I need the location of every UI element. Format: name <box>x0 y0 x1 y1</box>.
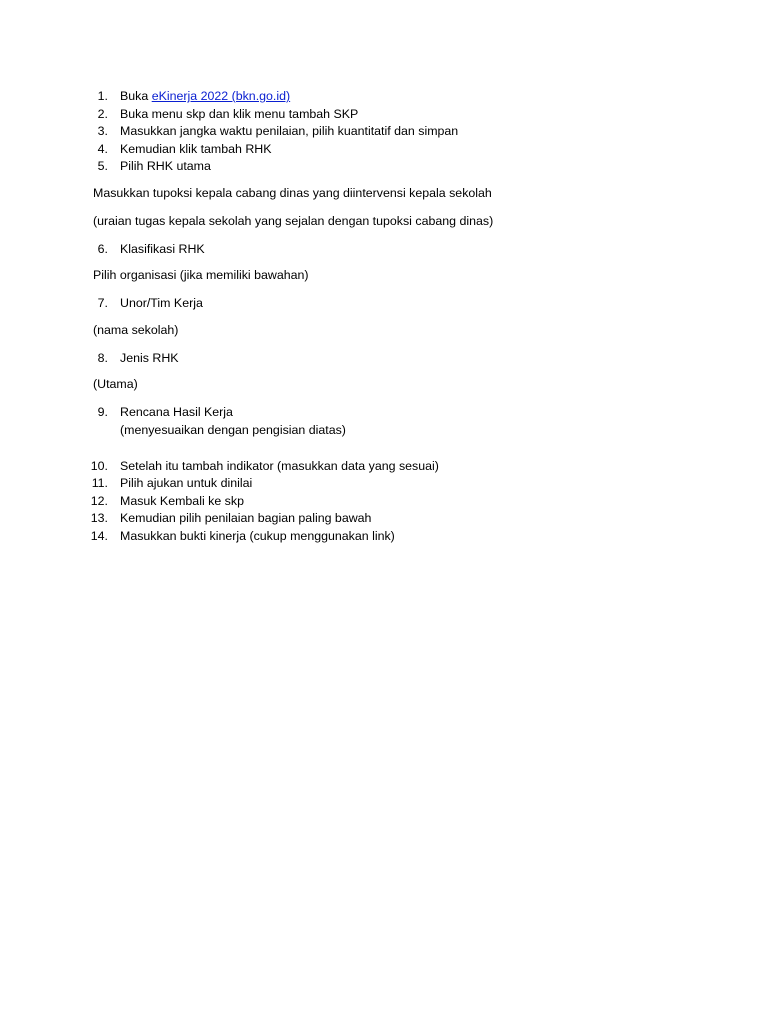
note-paragraph: Masukkan tupoksi kepala cabang dinas yang diintervensi kepala sekolah <box>93 186 492 200</box>
list-subtext: (menyesuaikan dengan pengisian diatas) <box>120 423 346 437</box>
list-text: Pilih RHK utama <box>120 159 211 173</box>
list-number: 11. <box>91 476 108 490</box>
list-number: 12. <box>90 493 108 508</box>
list-text: Jenis RHK <box>120 351 179 365</box>
list-number: 1. <box>97 89 108 103</box>
list-text: Masukkan bukti kinerja (cukup menggunakan link) <box>120 528 395 543</box>
list-number: 4. <box>97 141 108 156</box>
list-text: Unor/Tim Kerja <box>120 296 203 310</box>
list-number: 9. <box>97 405 108 419</box>
note-paragraph: (uraian tugas kepala sekolah yang sejalan dengan tupoksi cabang dinas) <box>93 214 494 228</box>
list-text: Pilih ajukan untuk dinilai <box>120 476 253 490</box>
list-text: Kemudian pilih penilaian bagian paling bawah <box>120 511 372 525</box>
list-text: Buka <box>120 89 152 103</box>
list-number: 6. <box>97 242 108 256</box>
list-text: Klasifikasi RHK <box>120 242 205 256</box>
list-text: Setelah itu tambah indikator (masukkan data yang sesuai) <box>120 459 439 473</box>
list-number: 3. <box>97 124 108 138</box>
list-number: 13. <box>90 511 108 525</box>
list-number: 2. <box>97 106 108 121</box>
list-number: 8. <box>97 351 108 365</box>
list-text: Masuk Kembali ke skp <box>120 493 244 508</box>
list-number: 14. <box>90 528 108 543</box>
list-number: 5. <box>97 159 108 173</box>
list-number: 7. <box>97 296 108 310</box>
list-text: Buka menu skp dan klik menu tambah SKP <box>120 106 359 121</box>
list-number: 10. <box>90 459 108 473</box>
list-text: Rencana Hasil Kerja <box>120 405 233 419</box>
list-text: Kemudian klik tambah RHK <box>120 141 272 156</box>
note-paragraph: (nama sekolah) <box>93 323 179 337</box>
note-paragraph: Pilih organisasi (jika memiliki bawahan) <box>93 268 309 282</box>
note-paragraph: (Utama) <box>93 377 138 391</box>
ekinerja-link[interactable]: eKinerja 2022 (bkn.go.id) <box>151 89 291 103</box>
list-text: Masukkan jangka waktu penilaian, pilih kuantitatif dan simpan <box>120 124 459 138</box>
